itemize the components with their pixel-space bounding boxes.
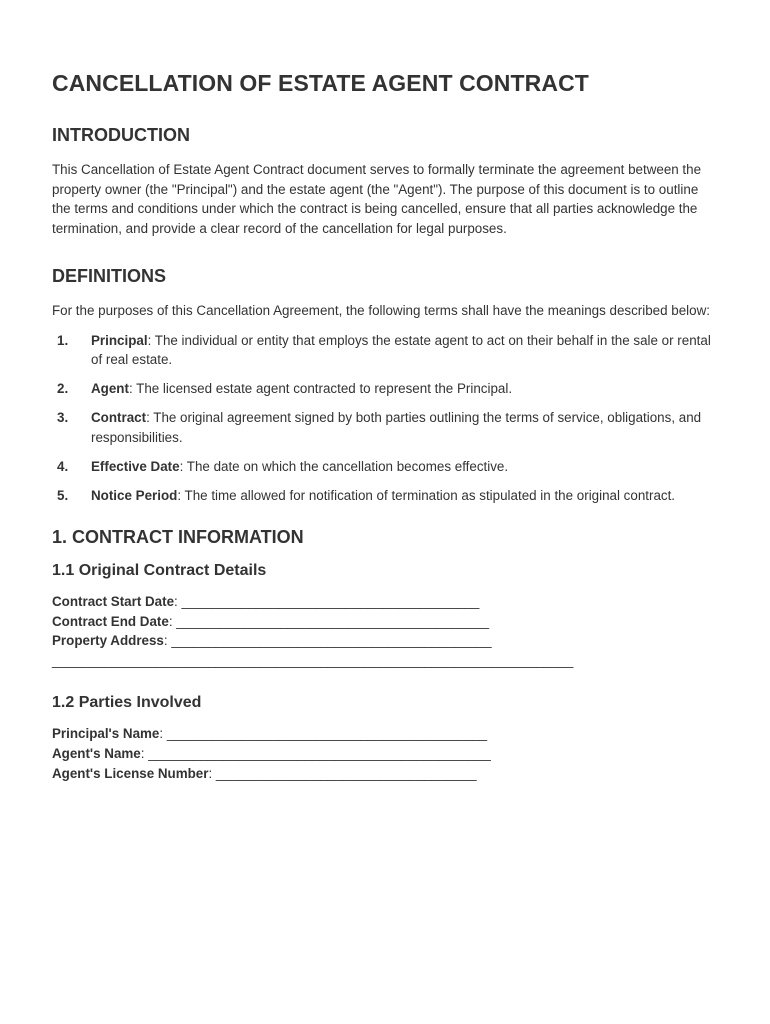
field-blank[interactable]: : ___________________________________________ [163,633,492,649]
contract-information-section [52,527,718,783]
field-label: Agent's Name [52,745,141,761]
field-blank[interactable]: : __________________________________________ [168,613,490,629]
contract-start-date-field[interactable] [52,592,718,612]
list-number: 5. [57,487,69,503]
introduction-heading: INTRODUCTION [52,125,190,145]
property-address-continuation-line[interactable]: ______________________________________________________________________ [52,652,574,668]
field-blank[interactable]: : ________________________________________ [174,594,480,609]
property-address-field[interactable] [52,631,718,651]
definition-text: : The licensed estate agent contracted to represent the Principal. [128,381,513,396]
list-number: 1. [57,332,69,348]
definition-term: Agent [91,381,129,396]
field-label: Contract Start Date [52,594,175,609]
definition-term: Notice Period [91,487,178,503]
list-item [52,331,718,370]
definition-term: Principal [91,332,148,348]
contract-information-heading: 1. CONTRACT INFORMATION [52,527,304,547]
introduction-paragraph: This Cancellation of Estate Agent Contract document serves to formally terminate the agreement between the property owner (the "Principal") and the estate agent (the "Agent"). The purpose of this document is to outline the terms and conditions under which the contract is being cancelled, ensure that all parties acknowledge the termination, and provide a clear record of the cancellation for legal purposes. [52,162,702,236]
definitions-heading: DEFINITIONS [52,266,167,286]
definition-term: Effective Date [91,458,180,474]
definition-text: : The original agreement signed by both parties outlining the terms of service, obligations, and responsibilities. [91,410,702,445]
definition-text: : The date on which the cancellation becomes effective. [179,458,509,474]
definitions-intro: For the purposes of this Cancellation Agreement, the following terms shall have the meanings described below: [52,303,710,318]
definitions-section [52,266,718,505]
field-label: Agent's License Number [52,765,209,781]
parties-involved-heading: 1.2 Parties Involved [52,694,202,712]
list-item [52,486,718,506]
field-blank[interactable]: : ___________________________________________ [159,726,488,742]
list-number: 2. [57,381,69,396]
field-label: Property Address [52,633,164,649]
definition-text: : The individual or entity that employs the estate agent to act on their behalf in the sale or rental of real estate. [91,332,711,367]
definitions-list [52,331,718,506]
field-label: Contract End Date [52,613,169,629]
principal-name-field[interactable] [52,724,718,744]
parties-involved [52,694,718,783]
list-item [52,457,718,477]
field-label: Principal's Name [52,726,160,742]
introduction-section [52,125,718,238]
list-number: 4. [57,458,69,474]
definition-text: : The time allowed for notification of termination as stipulated in the original contract. [177,487,676,503]
original-contract-details-heading: 1.1 Original Contract Details [52,562,267,579]
list-item [52,408,718,447]
field-blank[interactable]: : ______________________________________________ [140,745,491,761]
list-item [52,379,718,399]
agent-license-number-field[interactable] [52,764,718,784]
field-blank[interactable]: : ___________________________________ [208,765,477,781]
original-contract-details [52,562,718,670]
definition-term: Contract [91,410,147,425]
document-title: CANCELLATION OF ESTATE AGENT CONTRACT [52,70,589,96]
list-number: 3. [57,410,69,425]
contract-end-date-field[interactable] [52,612,718,632]
agent-name-field[interactable] [52,744,718,764]
